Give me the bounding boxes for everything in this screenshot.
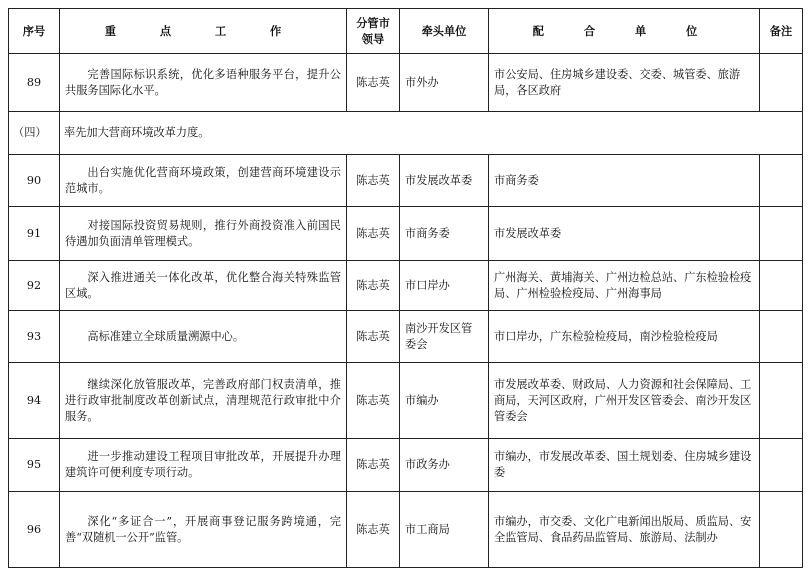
row-leader: 陈志英 xyxy=(347,155,400,207)
row-co-unit: 市编办，市交委、文化广电新闻出版局、质监局、安全监管局、食品药品监管局、旅游局、法制办 xyxy=(489,492,760,568)
row-work: 出台实施优化营商环境政策，创建营商环境建设示范城市。 xyxy=(60,155,347,207)
row-co-unit: 市口岸办，广东检验检疫局，南沙检验检疫局 xyxy=(489,311,760,363)
row-leader: 陈志英 xyxy=(347,207,400,261)
row-lead-unit: 市编办 xyxy=(400,363,489,439)
row-work: 深化“多证合一”，开展商事登记服务跨境通，完善“双随机一公开”监管。 xyxy=(60,492,347,568)
row-co-unit: 市发展改革委 xyxy=(489,207,760,261)
row-lead-unit: 市口岸办 xyxy=(400,261,489,311)
row-remark xyxy=(760,363,803,439)
row-leader: 陈志英 xyxy=(347,492,400,568)
table-row xyxy=(9,207,803,261)
row-no: 95 xyxy=(9,439,60,492)
row-no: 89 xyxy=(9,54,60,112)
row-leader: 陈志英 xyxy=(347,311,400,363)
header-remark: 备注 xyxy=(760,9,803,54)
section-no: （四） xyxy=(9,112,60,155)
row-no: 91 xyxy=(9,207,60,261)
row-lead-unit: 市发展改革委 xyxy=(400,155,489,207)
row-remark xyxy=(760,54,803,112)
row-work: 进一步推动建设工程项目审批改革，开展提升办理建筑许可便利度专项行动。 xyxy=(60,439,347,492)
row-remark xyxy=(760,439,803,492)
row-work: 对接国际投资贸易规则，推行外商投资准入前国民待遇加负面清单管理模式。 xyxy=(60,207,347,261)
row-co-unit: 市发展改革委、财政局、人力资源和社会保障局、工商局，天河区政府，广州开发区管委会、南沙开发区管委会 xyxy=(489,363,760,439)
row-leader: 陈志英 xyxy=(347,261,400,311)
header-lead-unit: 牵头单位 xyxy=(400,9,489,54)
row-lead-unit: 市政务办 xyxy=(400,439,489,492)
row-leader: 陈志英 xyxy=(347,439,400,492)
table-row xyxy=(9,363,803,439)
row-lead-unit: 市商务委 xyxy=(400,207,489,261)
row-lead-unit: 南沙开发区管委会 xyxy=(400,311,489,363)
header-co-unit-label: 配 合 单 位 xyxy=(532,24,716,38)
section-title: 率先加大营商环境改革力度。 xyxy=(60,112,803,155)
row-no: 94 xyxy=(9,363,60,439)
header-work xyxy=(60,9,347,54)
row-co-unit: 广州海关、黄埔海关、广州边检总站、广东检验检疫局、广州检验检疫局、广州海事局 xyxy=(489,261,760,311)
row-work: 完善国际标识系统，优化多语种服务平台，提升公共服务国际化水平。 xyxy=(60,54,347,112)
table-header-row xyxy=(9,9,803,54)
table-row xyxy=(9,311,803,363)
header-no: 序号 xyxy=(9,9,60,54)
header-co-unit xyxy=(489,9,760,54)
row-remark xyxy=(760,261,803,311)
work-table xyxy=(8,8,803,568)
row-work: 高标准建立全球质量溯源中心。 xyxy=(60,311,347,363)
row-remark xyxy=(760,207,803,261)
row-leader: 陈志英 xyxy=(347,54,400,112)
row-work: 深入推进通关一体化改革，优化整合海关特殊监管区域。 xyxy=(60,261,347,311)
row-remark xyxy=(760,311,803,363)
table-row xyxy=(9,54,803,112)
row-remark xyxy=(760,155,803,207)
table-row xyxy=(9,492,803,568)
row-no: 96 xyxy=(9,492,60,568)
row-no: 92 xyxy=(9,261,60,311)
row-leader: 陈志英 xyxy=(347,363,400,439)
row-remark xyxy=(760,492,803,568)
row-co-unit: 市公安局、住房城乡建设委、交委、城管委、旅游局，各区政府 xyxy=(489,54,760,112)
header-work-label: 重 点 工 作 xyxy=(104,24,302,38)
header-leader: 分管市领导 xyxy=(347,9,400,54)
section-row xyxy=(9,112,803,155)
row-co-unit: 市编办，市发展改革委、国土规划委、住房城乡建设委 xyxy=(489,439,760,492)
table-row xyxy=(9,439,803,492)
row-lead-unit: 市工商局 xyxy=(400,492,489,568)
row-co-unit: 市商务委 xyxy=(489,155,760,207)
table-row xyxy=(9,155,803,207)
row-lead-unit: 市外办 xyxy=(400,54,489,112)
row-no: 93 xyxy=(9,311,60,363)
table-row xyxy=(9,261,803,311)
row-work: 继续深化放管服改革，完善政府部门权责清单，推进行政审批制度改革创新试点，清理规范行政审批中介服务。 xyxy=(60,363,347,439)
row-no: 90 xyxy=(9,155,60,207)
